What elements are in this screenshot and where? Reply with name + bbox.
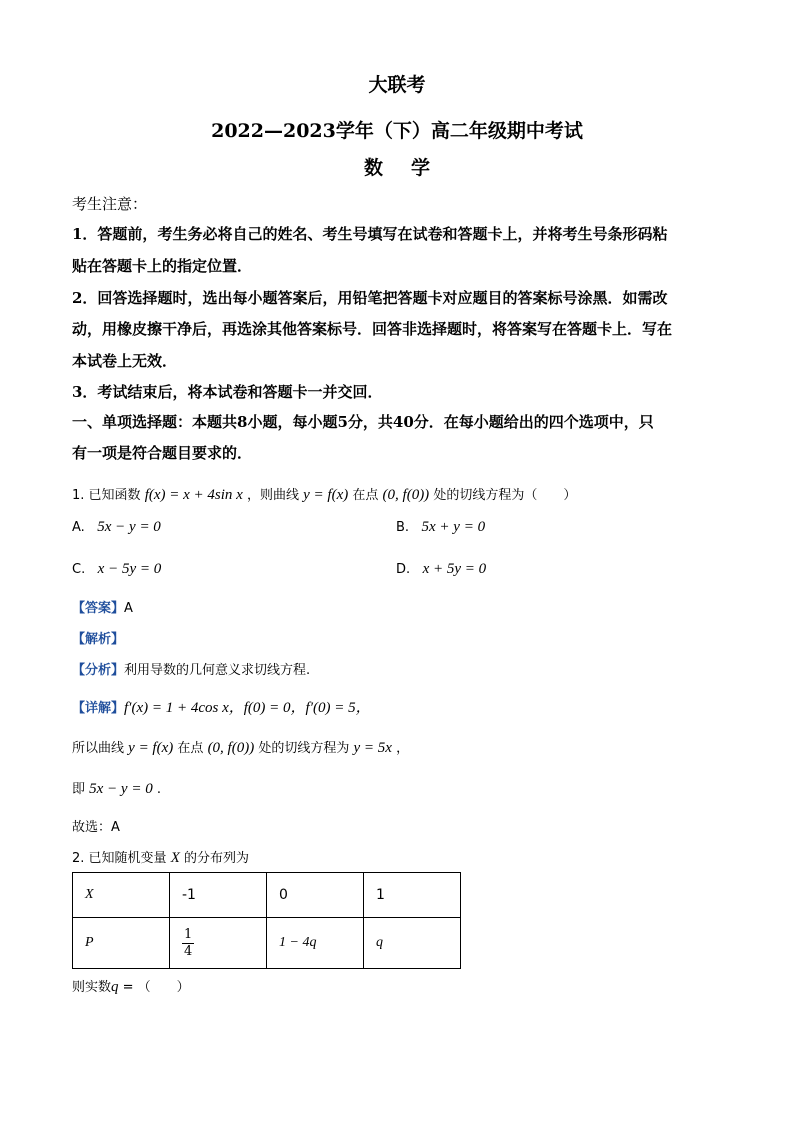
- exam-title: 2022—2023学年（下）高二年级期中考试: [211, 120, 583, 142]
- notice-item-3: 3．考试结束后，将本试卷和答题卡一并交回．: [72, 383, 383, 401]
- fraction-numerator: 1: [184, 926, 193, 942]
- fenxi-text: 利用导数的几何意义求切线方程.: [124, 663, 311, 678]
- option-text: x + 5y = 0: [422, 561, 487, 577]
- q1-option-b[interactable]: [396, 519, 485, 536]
- q1-text-1: 1. 已知函数: [72, 488, 141, 503]
- option-label: A.: [72, 520, 85, 535]
- detail-tag: 【详解】: [72, 701, 125, 716]
- q1-text-3: 在点: [352, 488, 379, 503]
- table-cell: 1 − 4q: [267, 918, 364, 969]
- table-cell: [170, 918, 267, 969]
- formula: y = 5x: [353, 740, 392, 756]
- text: 则实数: [72, 980, 112, 995]
- q1-analysis-tag: 【解析】: [72, 632, 125, 647]
- table-cell: -1: [170, 873, 267, 918]
- question-1-stem: [72, 484, 722, 504]
- variable-q: q: [111, 979, 119, 995]
- table-cell: X: [73, 873, 170, 918]
- option-text: 5x − y = 0: [97, 519, 161, 535]
- q1-detail-line-3: [72, 778, 722, 798]
- option-text: 5x + y = 0: [421, 519, 486, 535]
- question-2-prompt: [72, 976, 722, 996]
- table-cell: 0: [267, 873, 364, 918]
- exam-header-org: 大联考: [368, 74, 426, 96]
- q1-formula-point: (0, f(0)): [382, 487, 430, 503]
- option-label: B.: [396, 520, 410, 535]
- fraction-denominator: 4: [184, 943, 193, 959]
- q1-formula-f: f(x) = x + 4sin x: [144, 487, 243, 503]
- notice-item-2b: 动，用橡皮擦干净后，再选涂其他答案标号．回答非选择题时，将答案写在答题卡上．写在: [72, 320, 673, 338]
- notice-item-1b: 贴在答题卡上的指定位置．: [72, 257, 253, 275]
- notice-item-1a: 1．答题前，考生务必将自己的姓名、考生号填写在试卷和答题卡上，并将考生号条形码粘: [72, 225, 668, 243]
- answer-tag: 【答案】: [72, 601, 125, 616]
- option-label: D.: [396, 562, 411, 577]
- text: .: [156, 782, 161, 797]
- fenxi-tag: 【分析】: [72, 663, 125, 678]
- formula: 5x − y = 0: [89, 781, 153, 797]
- q1-option-d[interactable]: [396, 561, 486, 578]
- fraction: [182, 927, 194, 960]
- q1-option-c[interactable]: [72, 561, 161, 578]
- text: = （ ）: [118, 980, 190, 995]
- text: 处的切线方程为: [258, 741, 350, 756]
- notice-item-2c: 本试卷上无效．: [72, 352, 178, 370]
- q1-option-a[interactable]: [72, 519, 161, 536]
- formula: (0, f(0)): [207, 740, 255, 756]
- table-cell: q: [364, 918, 461, 969]
- section-1-heading-b: 有一项是符合题目要求的．: [72, 444, 253, 462]
- notice-title: 考生注意：: [72, 195, 148, 213]
- formula: y = f(x): [128, 740, 174, 756]
- exam-subject: 数学: [363, 157, 458, 179]
- q1-text-2: ，则曲线: [246, 488, 299, 503]
- table-cell: 1: [364, 873, 461, 918]
- distribution-table: [72, 872, 461, 969]
- notice-item-2a: 2．回答选择题时，选出每小题答案后，用铅笔把答题卡对应题目的答案标号涂黑．如需改: [72, 289, 668, 307]
- text: 2. 已知随机变量: [72, 851, 167, 866]
- q1-fenxi: [72, 659, 722, 678]
- text: 在点: [177, 741, 204, 756]
- text: 所以曲线: [72, 741, 125, 756]
- variable-x: X: [170, 850, 180, 866]
- text: ，: [396, 741, 410, 756]
- detail-formula: f′(x) = 1 + 4cos x，f(0) = 0，f′(0) = 5，: [124, 700, 371, 716]
- section-1-heading-a: 一、单项选择题：本题共8小题，每小题5分，共40分．在每小题给出的四个选项中，只: [72, 413, 654, 431]
- table-row: [73, 873, 461, 918]
- answer-value: A: [124, 601, 133, 616]
- q1-detail: [72, 696, 722, 717]
- option-text: x − 5y = 0: [97, 561, 162, 577]
- text: 的分布列为: [184, 851, 250, 866]
- question-2-stem: [72, 847, 722, 867]
- q1-answer: [72, 597, 722, 616]
- text: 即: [72, 782, 86, 797]
- q1-formula-curve: y = f(x): [303, 487, 349, 503]
- q1-text-4: 处的切线方程为（ ）: [433, 488, 577, 503]
- option-label: C.: [72, 562, 86, 577]
- q1-detail-line-2: [72, 737, 722, 757]
- table-row: [73, 918, 461, 969]
- table-cell: P: [73, 918, 170, 969]
- q1-choose: 故选：A: [72, 820, 120, 835]
